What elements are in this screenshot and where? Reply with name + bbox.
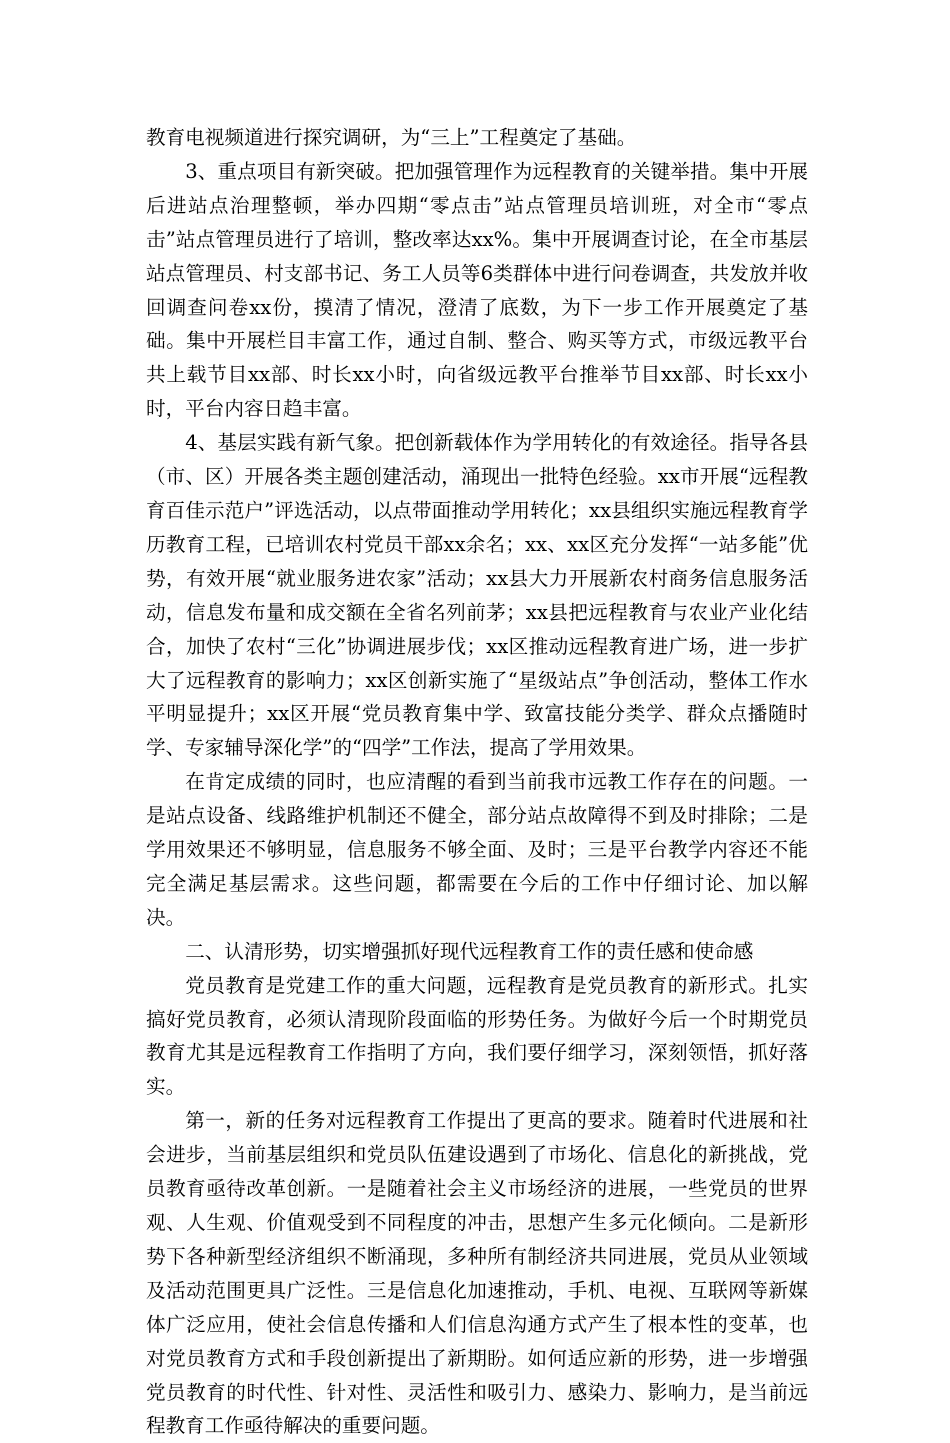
document-body [146,121,808,1443]
section-heading-2: 二、认清形势，切实增强抓好现代远程教育工作的责任感和使命感 [185,939,754,963]
paragraph-first-point: 第一，新的任务对远程教育工作提出了更高的要求。随着时代进展和社会进步，当前基层组织和党员队伍建设遇到了市场化、信息化的新挑战，党员教育亟待改革创新。一是随着社会主义市场经济的进展，一些党员的世界观、人生观、价值观受到不同程度的冲击，思想产生多元化倾向。二是新形势下各种新型经济组织不断涌现，多种所有制经济共同进展，党员从业领域及活动范围更具广泛性。三是信息化加速推动，手机、电视、互联网等新媒体广泛应用，使社会信息传播和人们信息沟通方式产生了根本性的变革，也对党员教育方式和手段创新提出了新期盼。如何适应新的形势，进一步增强党员教育的时代性、针对性、灵活性和吸引力、感染力、影响力，是当前远程教育工作亟待解决的重要问题。 [146,1109,808,1438]
paragraph-problems: 在肯定成绩的同时，也应清醒的看到当前我市远教工作存在的问题。一是站点设备、线路维护机制还不健全，部分站点故障得不到及时排除；二是学用效果还不够明显，信息服务不够全面、及时；三是平台教学内容还不能完全满足基层需求。这些问题，都需要在今后的工作中仔细讨论、加以解决。 [146,770,808,929]
paragraph-grassroots-practice: 4、基层实践有新气象。把创新载体作为学用转化的有效途径。指导各县（市、区）开展各类主题创建活动，涌现出一批特色经验。xx市开展“远程教育百佳示范户”评选活动，以点带面推动学用转化；xx县组织实施远程教育学历教育工程，已培训农村党员干部xx余名；xx、xx区充分发挥“一站多能”优势，有效开展“就业服务进农家”活动；xx县大力开展新农村商务信息服务活动，信息发布量和成交额在全省名列前茅；xx县把远程教育与农业产业化结合，加快了农村“三化”协调进展步伐；xx区推动远程教育进广场，进一步扩大了远程教育的影响力；xx区创新实施了“星级站点”争创活动，整体工作水平明显提升；xx区开展“党员教育集中学、致富技能分类学、群众点播随时学、专家辅导深化学”的“四学”工作法，提高了学用效果。 [146,431,808,760]
paragraph-key-projects: 3、重点项目有新突破。把加强管理作为远程教育的关键举措。集中开展后进站点治理整顿，举办四期“零点击”站点管理员培训班，对全市“零点击”站点管理员进行了培训，整改率达xx%。集中开展调查讨论，在全市基层站点管理员、村支部书记、务工人员等6类群体中进行问卷调查，共发放并收回调查问卷xx份，摸清了情况，澄清了底数，为下一步工作开展奠定了基础。集中开展栏目丰富工作，通过自制、整合、购买等方式，市级远教平台共上载节目xx部、时长xx小时，向省级远教平台推举节目xx部、时长xx小时，平台内容日趋丰富。 [146,159,808,421]
paragraph-party-education: 党员教育是党建工作的重大问题，远程教育是党员教育的新形式。扎实搞好党员教育，必须认清现阶段面临的形势任务。为做好今后一个时期党员教育尤其是远程教育工作指明了方向，我们要仔细学习，深刻领悟，抓好落实。 [146,973,808,1099]
paragraph-continuation: 教育电视频道进行探究调研，为“三上”工程奠定了基础。 [146,126,637,149]
